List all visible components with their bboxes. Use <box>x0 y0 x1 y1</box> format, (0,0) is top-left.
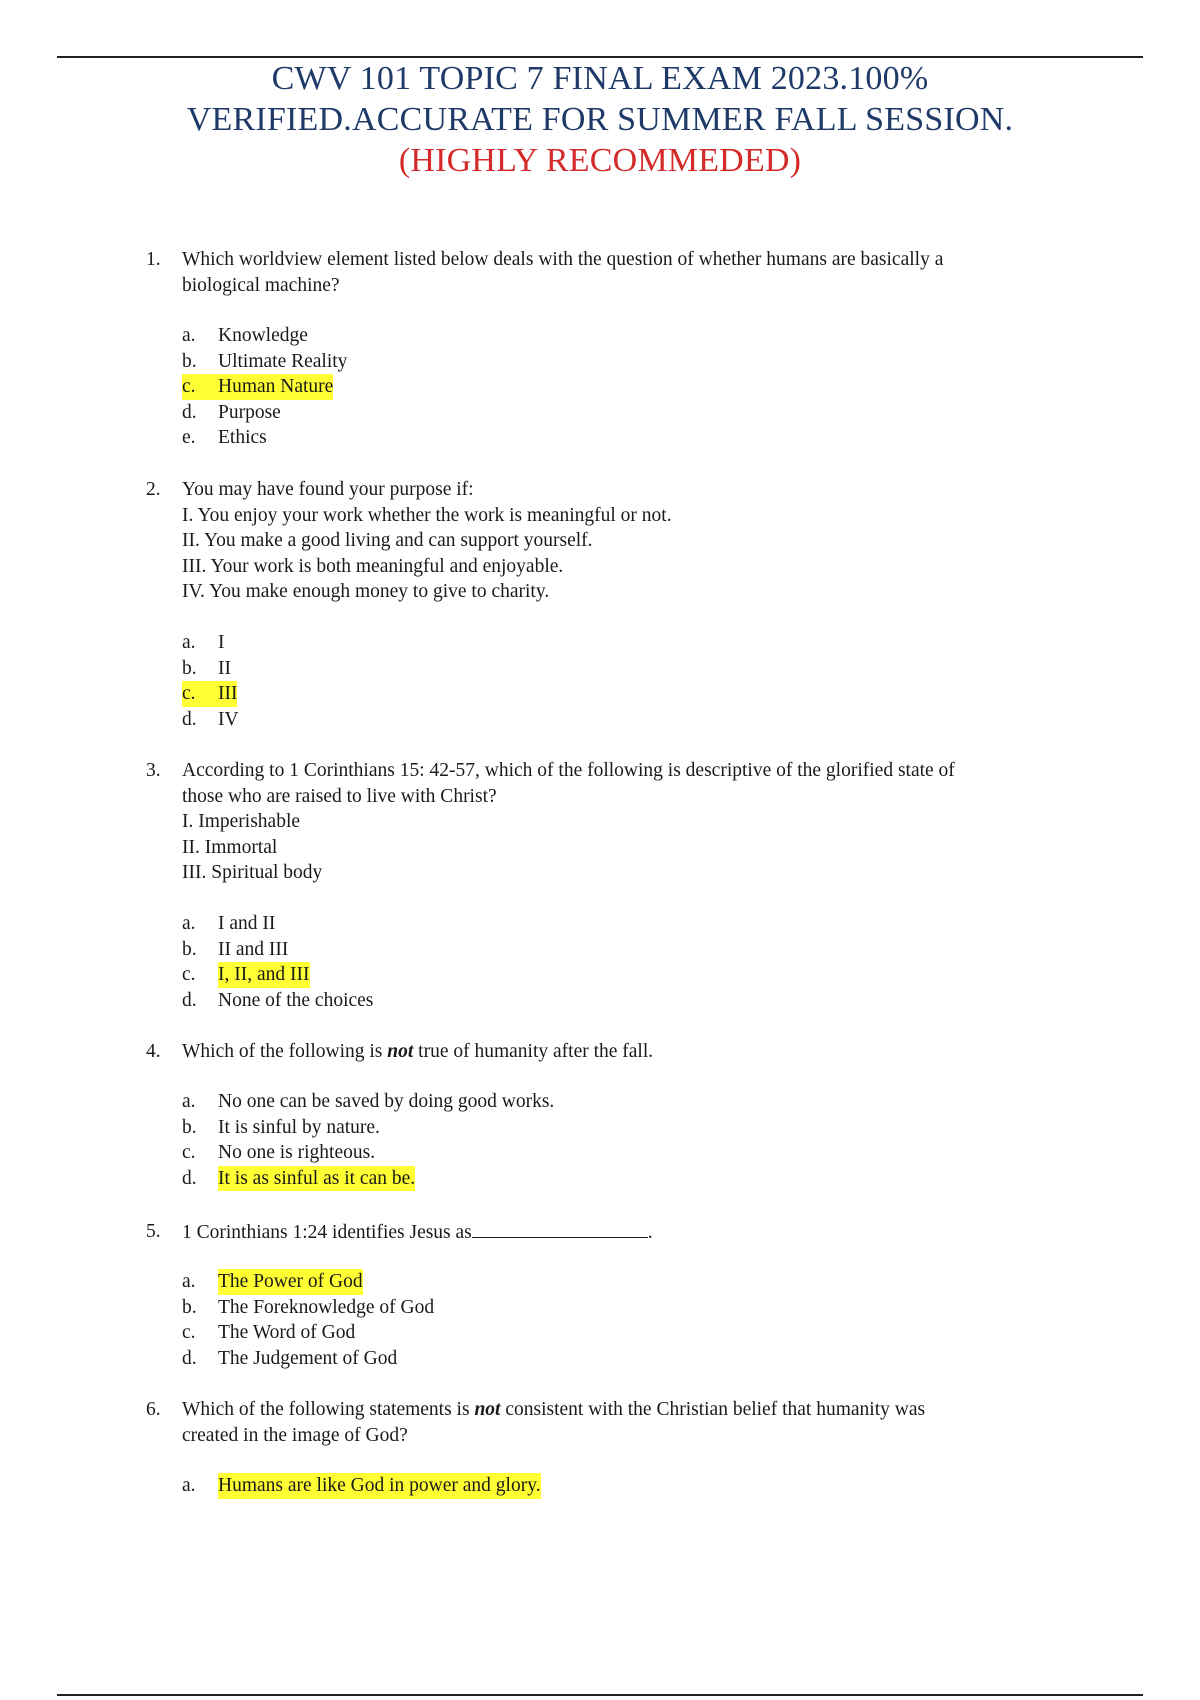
question-text-line: III. Your work is both meaningful and enjoyable. <box>182 555 564 577</box>
question-number: 5. <box>146 1221 161 1242</box>
option-b[interactable] <box>182 1115 554 1141</box>
option-letter: a. <box>182 1271 196 1292</box>
option-letter: a. <box>182 913 196 934</box>
document-title <box>0 58 1200 181</box>
option-letter: c. <box>182 681 218 707</box>
emphasis-not: not <box>474 1399 501 1420</box>
option-text: Human Nature <box>218 374 333 400</box>
question-number: 3. <box>146 760 161 781</box>
option-d[interactable] <box>182 1346 434 1372</box>
question-text-line: You may have found your purpose if: <box>182 479 474 500</box>
question-text-line: Which worldview element listed below deals with the question of whether humans are basically a <box>182 249 944 270</box>
title-line-2: VERIFIED.ACCURATE FOR SUMMER FALL SESSION. <box>186 101 1014 138</box>
option-text: The Word of God <box>218 1322 356 1344</box>
option-text: Ethics <box>218 427 267 449</box>
answer-blank <box>472 1219 648 1238</box>
option-a[interactable] <box>182 1089 554 1115</box>
option-text: Ultimate Reality <box>218 350 348 372</box>
option-a[interactable] <box>182 323 347 349</box>
option-text: The Foreknowledge of God <box>218 1296 435 1318</box>
question-text-line: IV. You make enough money to give to charity. <box>182 581 550 603</box>
question-number: 6. <box>146 1399 161 1420</box>
option-b[interactable] <box>182 349 347 375</box>
option-text: It is sinful by nature. <box>218 1116 380 1138</box>
option-letter: e. <box>182 427 196 449</box>
title-line-1: CWV 101 TOPIC 7 FINAL EXAM 2023.100% <box>271 60 929 97</box>
option-letter: b. <box>182 350 197 372</box>
text-part: consistent with the Christian belief that humanity was <box>500 1399 926 1420</box>
option-letter: b. <box>182 1296 197 1318</box>
text-part: true of humanity after the fall. <box>413 1041 654 1062</box>
options <box>182 1269 434 1371</box>
options <box>182 630 239 732</box>
text-part: Which of the following statements is <box>182 1399 475 1420</box>
option-letter: a. <box>182 325 196 346</box>
question-text <box>182 247 1062 298</box>
option-b[interactable] <box>182 656 239 682</box>
option-text: III <box>218 681 237 707</box>
option-text: I, II, and III <box>218 962 310 988</box>
text-part: 1 Corinthians 1:24 identifies Jesus as <box>182 1222 472 1243</box>
question-text <box>182 477 1062 605</box>
option-e[interactable] <box>182 425 347 451</box>
option-text: I and II <box>218 913 276 934</box>
question-text-line <box>182 1397 1062 1423</box>
option-d-highlighted[interactable] <box>182 1166 554 1192</box>
option-letter: c. <box>182 374 218 400</box>
text-part: Which of the following is <box>182 1041 388 1062</box>
question-text-line <box>182 1039 1062 1065</box>
question-number: 4. <box>146 1041 161 1062</box>
option-a[interactable] <box>182 630 239 656</box>
option-a-highlighted[interactable] <box>182 1269 434 1295</box>
question-text-line: I. Imperishable <box>182 811 301 833</box>
option-text: It is as sinful as it can be. <box>218 1166 415 1192</box>
option-letter: a. <box>182 632 196 653</box>
option-letter: b. <box>182 1116 197 1138</box>
question-text-line: II. You make a good living and can support yourself. <box>182 530 593 552</box>
question-number: 2. <box>146 479 161 500</box>
emphasis-not: not <box>387 1041 414 1062</box>
option-text: The Power of God <box>218 1269 363 1295</box>
option-letter: d. <box>182 401 197 423</box>
option-c-highlighted[interactable] <box>182 962 373 988</box>
option-c-highlighted[interactable] <box>182 374 347 400</box>
text-part: . <box>647 1222 653 1243</box>
options <box>182 911 373 1013</box>
option-c-highlighted[interactable] <box>182 681 239 707</box>
option-text: II and III <box>218 938 289 960</box>
option-d[interactable] <box>182 988 373 1014</box>
option-text: IV <box>218 708 239 730</box>
question-text <box>182 758 1062 886</box>
question-number: 1. <box>146 249 161 270</box>
options <box>182 1089 554 1191</box>
option-text: None of the choices <box>218 989 374 1011</box>
question-text-line: According to 1 Corinthians 15: 42-57, which of the following is descriptive of the glorified state of <box>182 760 955 781</box>
options <box>182 1473 541 1499</box>
option-text: Purpose <box>218 401 281 423</box>
option-letter: c. <box>182 1322 196 1344</box>
option-letter: d. <box>182 1347 197 1369</box>
option-letter: d. <box>182 708 197 730</box>
option-d[interactable] <box>182 400 347 426</box>
question-text-line <box>182 1219 1062 1246</box>
option-letter: d. <box>182 989 197 1011</box>
title-line-3: (HIGHLY RECOMMEDED) <box>398 142 802 179</box>
option-text: No one can be saved by doing good works. <box>218 1091 555 1112</box>
option-b[interactable] <box>182 1295 434 1321</box>
option-c[interactable] <box>182 1140 554 1166</box>
option-letter: a. <box>182 1475 196 1496</box>
option-d[interactable] <box>182 707 239 733</box>
option-text: No one is righteous. <box>218 1142 376 1164</box>
question-text <box>182 1219 1062 1246</box>
option-letter: b. <box>182 657 197 679</box>
option-text: II <box>218 657 231 679</box>
question-text-line: those who are raised to live with Christ? <box>182 785 497 807</box>
option-c[interactable] <box>182 1320 434 1346</box>
option-letter: b. <box>182 938 197 960</box>
option-b[interactable] <box>182 937 373 963</box>
option-letter: c. <box>182 964 196 986</box>
option-text: Knowledge <box>218 325 308 346</box>
question-text-line: II. Immortal <box>182 836 278 858</box>
option-text: The Judgement of God <box>218 1347 398 1369</box>
question-text <box>182 1039 1062 1065</box>
option-letter: d. <box>182 1167 197 1189</box>
option-letter: a. <box>182 1091 196 1112</box>
options <box>182 323 347 451</box>
question-text <box>182 1397 1062 1448</box>
question-text-line: III. Spiritual body <box>182 862 323 884</box>
option-text: Humans are like God in power and glory. <box>218 1473 541 1499</box>
option-text: I <box>218 632 225 653</box>
option-a[interactable] <box>182 911 373 937</box>
option-letter: c. <box>182 1142 196 1164</box>
question-text-line: created in the image of God? <box>182 1424 408 1446</box>
question-text-line: biological machine? <box>182 274 340 296</box>
question-text-line: I. You enjoy your work whether the work is meaningful or not. <box>182 504 672 526</box>
bottom-rule <box>57 1694 1143 1696</box>
option-a-highlighted[interactable] <box>182 1473 541 1499</box>
